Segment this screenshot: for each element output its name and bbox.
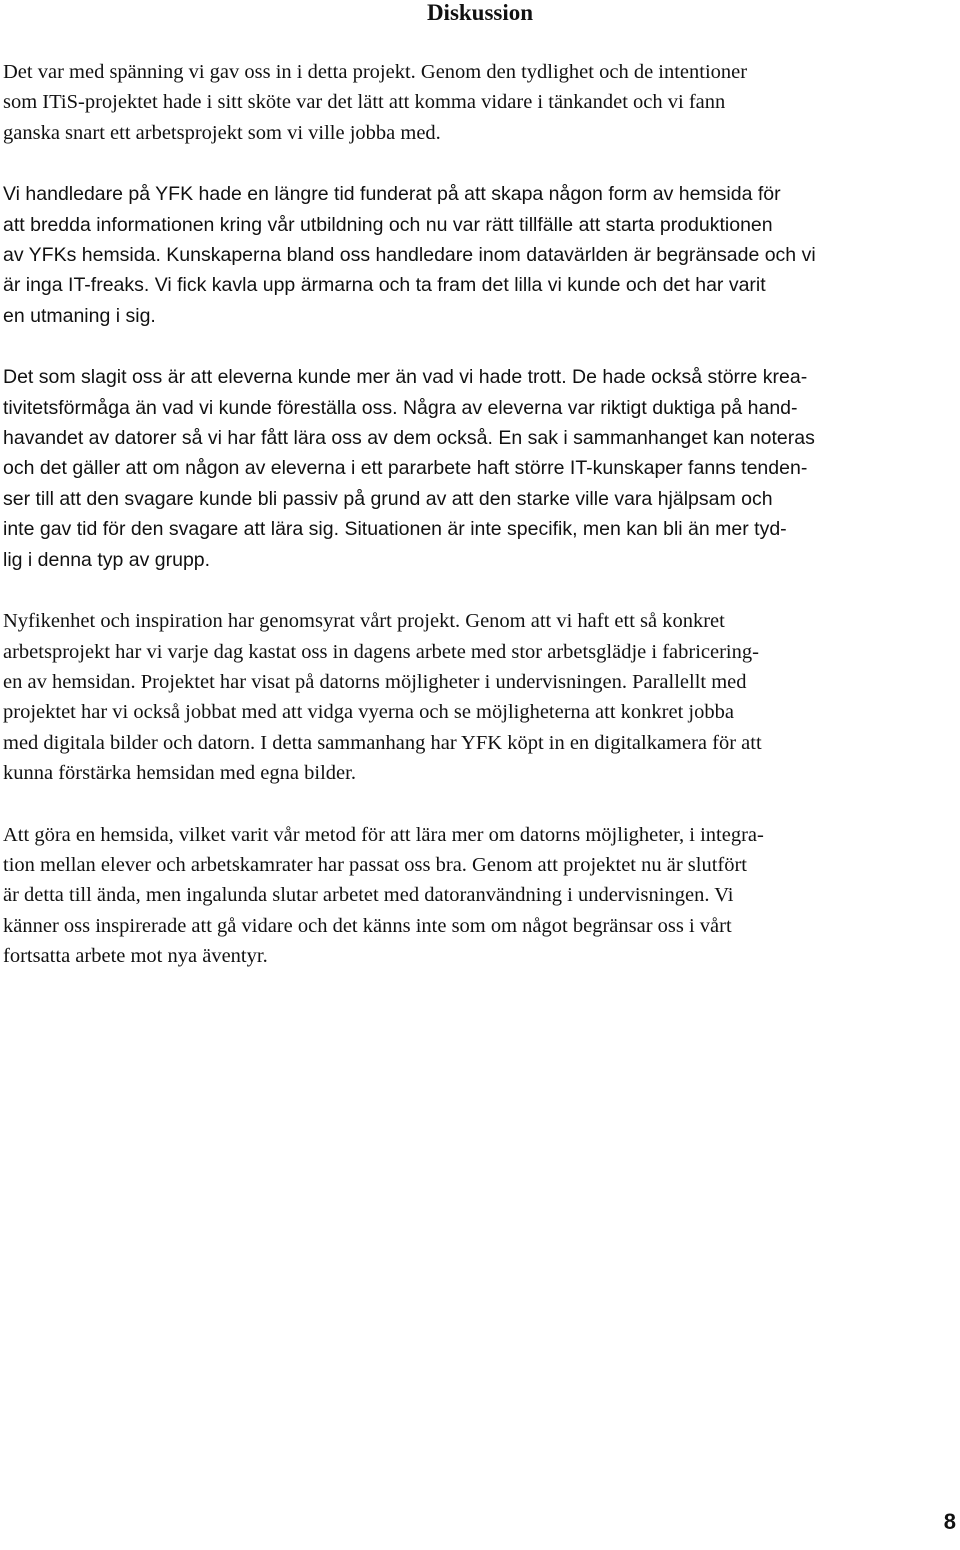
paragraph-3 <box>3 362 955 575</box>
text-line: kunna förstärka hemsidan med egna bilder. <box>3 762 356 785</box>
text-line: en av hemsidan. Projektet har visat på datorns möjligheter i undervisningen. Parallellt med <box>3 670 747 693</box>
text-line: tion mellan elever och arbetskamrater har passat oss bra. Genom att projektet nu är slutfört <box>3 853 748 876</box>
text-line: Att göra en hemsida, vilket varit vår metod för att lära mer om datorns möjligheter, i integra- <box>3 823 764 846</box>
paragraph-1 <box>3 57 955 148</box>
text-line: projektet har vi också jobbat med att vidga vyerna och se möjligheterna att konkret jobba <box>3 701 734 724</box>
text-line: tivitetsförmåga än vad vi kunde föreställa oss. Några av eleverna var riktigt duktiga på hand- <box>3 396 798 419</box>
text-line: och det gäller att om någon av eleverna i ett pararbete haft större IT-kunskaper fanns tenden- <box>3 457 808 480</box>
text-line: lig i denna typ av grupp. <box>3 548 211 571</box>
text-line: med digitala bilder och datorn. I detta sammanhang har YFK köpt in en digitalkamera för att <box>3 731 762 754</box>
paragraph-4 <box>3 606 955 788</box>
text-line: inte gav tid för den svagare att lära sig. Situationen är inte specifik, men kan bli än mer tyd- <box>3 518 787 541</box>
text-line: en utmaning i sig. <box>3 304 156 327</box>
body-text <box>3 57 955 1003</box>
text-line: ganska snart ett arbetsprojekt som vi ville jobba med. <box>3 121 441 144</box>
text-line: känner oss inspirerade att gå vidare och det känns inte som om något begränsar oss i vårt <box>3 914 732 937</box>
text-line: Vi handledare på YFK hade en längre tid funderat på att skapa någon form av hemsida för <box>3 183 781 206</box>
text-line: som ITiS-projektet hade i sitt sköte var det lätt att komma vidare i tänkandet och vi fann <box>3 91 726 114</box>
text-line: är detta till ända, men ingalunda slutar arbetet med datoranvändning i undervisningen. Vi <box>3 884 734 907</box>
text-line: ser till att den svagare kunde bli passiv på grund av att den starke ville vara hjälpsam och <box>3 487 773 510</box>
page-number: 8 <box>943 1509 956 1534</box>
text-line: arbetsprojekt har vi varje dag kastat oss in dagens arbete med stor arbetsglädje i fabricering- <box>3 640 759 663</box>
paragraph-5 <box>3 820 955 972</box>
text-line: är inga IT-freaks. Vi fick kavla upp ärmarna och ta fram det lilla vi kunde och det har varit <box>3 274 766 297</box>
text-line: Det var med spänning vi gav oss in i detta projekt. Genom den tydlighet och de intentioner <box>3 61 748 83</box>
text-line: fortsatta arbete mot nya äventyr. <box>3 945 268 968</box>
text-line: Det som slagit oss är att eleverna kunde mer än vad vi hade trott. De hade också större krea- <box>3 366 808 389</box>
text-line: av YFKs hemsida. Kunskaperna bland oss handledare inom datavärlden är begränsade och vi <box>3 244 816 267</box>
page-title: Diskussion <box>426 0 534 25</box>
paragraph-2 <box>3 179 955 331</box>
text-line: havandet av datorer så vi har fått lära oss av dem också. En sak i sammanhanget kan noteras <box>3 427 815 450</box>
text-line: Nyfikenhet och inspiration har genomsyrat vårt projekt. Genom att vi haft ett så konkret <box>3 610 725 633</box>
text-line: att bredda informationen kring vår utbildning och nu var rätt tillfälle att starta produktionen <box>3 213 773 236</box>
